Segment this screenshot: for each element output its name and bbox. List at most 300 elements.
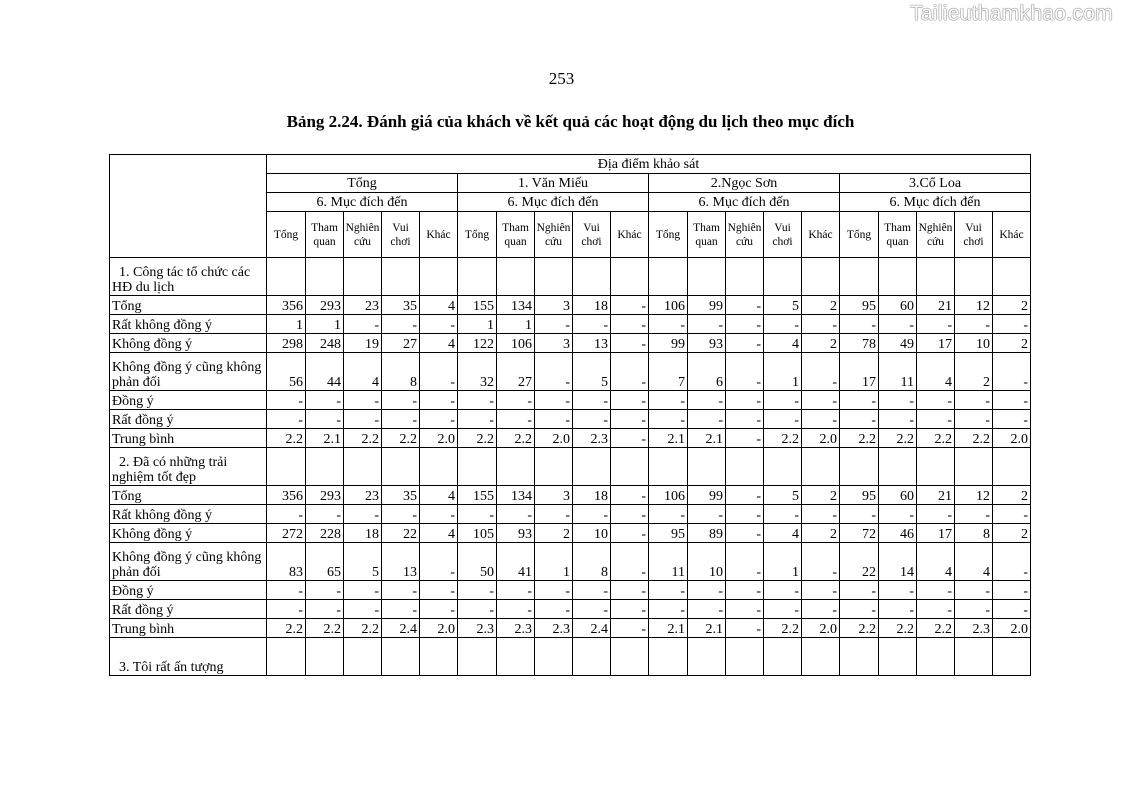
table-cell: 2.2 <box>879 619 917 638</box>
table-cell: - <box>764 505 802 524</box>
table-cell: 106 <box>649 296 688 315</box>
table-cell <box>573 448 611 486</box>
table-cell: 60 <box>879 296 917 315</box>
table-cell: 2.0 <box>802 619 840 638</box>
table-cell: - <box>917 505 955 524</box>
header-location: 3.Cổ Loa <box>840 174 1031 193</box>
table-row <box>110 334 1031 353</box>
table-cell: - <box>344 315 382 334</box>
table-cell: 2.0 <box>420 619 458 638</box>
table-cell: 2.4 <box>382 619 420 638</box>
table-cell: - <box>611 353 649 391</box>
table-cell: 78 <box>840 334 879 353</box>
table-cell: - <box>764 600 802 619</box>
table-cell: 248 <box>306 334 344 353</box>
table-cell: - <box>802 391 840 410</box>
table-cell: 21 <box>917 296 955 315</box>
table-cell <box>382 258 420 296</box>
table-row <box>110 619 1031 638</box>
table-cell <box>649 448 688 486</box>
table-cell: - <box>917 315 955 334</box>
table-cell: - <box>611 505 649 524</box>
table-cell: 2.3 <box>458 619 497 638</box>
table-cell: 2.0 <box>535 429 573 448</box>
table-cell: - <box>955 600 993 619</box>
table-cell: 2.0 <box>993 429 1031 448</box>
table-cell: 2.2 <box>344 619 382 638</box>
table-row <box>110 296 1031 315</box>
table-cell: 1 <box>764 353 802 391</box>
table-cell: 14 <box>879 543 917 581</box>
table-cell: - <box>993 410 1031 429</box>
table-cell: - <box>535 600 573 619</box>
header-location: Tổng <box>267 174 458 193</box>
row-label: Rất không đồng ý <box>110 315 267 334</box>
table-cell: 2 <box>535 524 573 543</box>
table-cell: - <box>344 581 382 600</box>
table-cell <box>611 258 649 296</box>
table-cell: - <box>420 600 458 619</box>
table-cell: - <box>458 581 497 600</box>
table-cell: - <box>879 315 917 334</box>
section-heading: 1. Công tác tổ chức các HĐ du lịch <box>110 258 267 296</box>
table-cell: - <box>955 581 993 600</box>
table-cell: - <box>917 410 955 429</box>
table-cell: - <box>993 581 1031 600</box>
table-cell: 4 <box>420 486 458 505</box>
table-cell: - <box>611 524 649 543</box>
table-cell: - <box>764 581 802 600</box>
table-cell: 21 <box>917 486 955 505</box>
table-cell: - <box>726 296 764 315</box>
table-cell: 2.2 <box>764 619 802 638</box>
row-label: Không đồng ý <box>110 524 267 543</box>
table-cell: 2.2 <box>267 619 306 638</box>
header-location: 2.Ngọc Sơn <box>649 174 840 193</box>
table-cell <box>840 638 879 676</box>
table-cell: 46 <box>879 524 917 543</box>
table-cell: 2 <box>993 524 1031 543</box>
table-cell: - <box>917 581 955 600</box>
table-cell: 2.2 <box>840 429 879 448</box>
table-cell: - <box>458 600 497 619</box>
header-survey-locations: Địa điểm khảo sát <box>267 155 1031 174</box>
section-heading: 3. Tôi rất ấn tượng <box>110 638 267 676</box>
table-cell: 2.4 <box>573 619 611 638</box>
table-cell: - <box>879 505 917 524</box>
table-cell: - <box>344 391 382 410</box>
table-cell: 1 <box>535 543 573 581</box>
table-cell: - <box>688 581 726 600</box>
header-row <box>110 155 1031 174</box>
table-cell: - <box>458 391 497 410</box>
table-cell: - <box>840 600 879 619</box>
table-cell <box>688 638 726 676</box>
table-cell <box>955 638 993 676</box>
table-cell: - <box>382 410 420 429</box>
table-cell: 106 <box>649 486 688 505</box>
page-number: 253 <box>548 69 575 88</box>
table-cell: - <box>802 353 840 391</box>
table-cell: 2.2 <box>458 429 497 448</box>
header-subcolumn: Khác <box>993 212 1031 258</box>
section-heading: 2. Đã có những trải nghiệm tốt đẹp <box>110 448 267 486</box>
table-cell: - <box>955 505 993 524</box>
table-cell: 11 <box>649 543 688 581</box>
table-cell: 22 <box>382 524 420 543</box>
table-cell: 2.2 <box>917 429 955 448</box>
table-row <box>110 543 1031 581</box>
table-row <box>110 524 1031 543</box>
table-cell: 12 <box>955 486 993 505</box>
table-cell: 41 <box>497 543 535 581</box>
table-cell: - <box>993 600 1031 619</box>
survey-table <box>109 154 1031 676</box>
table-cell: 2.2 <box>840 619 879 638</box>
table-cell: 99 <box>688 296 726 315</box>
table-cell <box>267 258 306 296</box>
table-cell: 2.2 <box>917 619 955 638</box>
table-cell: 4 <box>955 543 993 581</box>
table-cell: - <box>726 315 764 334</box>
row-label: Rất đồng ý <box>110 600 267 619</box>
table-cell: 122 <box>458 334 497 353</box>
header-subcolumn: Tham quan <box>879 212 917 258</box>
header-subcolumn: Nghiên cứu <box>535 212 573 258</box>
table-cell: 2 <box>993 334 1031 353</box>
table-cell: 2 <box>802 296 840 315</box>
table-title: Bảng 2.24. Đánh giá của khách về kết quả các hoạt động du lịch theo mục đích <box>286 112 855 131</box>
table-cell: 17 <box>917 524 955 543</box>
header-subcolumn: Tổng <box>458 212 497 258</box>
table-cell: 23 <box>344 486 382 505</box>
table-cell: 50 <box>458 543 497 581</box>
table-cell: - <box>649 505 688 524</box>
table-cell: 17 <box>840 353 879 391</box>
table-cell: - <box>420 391 458 410</box>
table-cell: - <box>726 410 764 429</box>
table-cell: 72 <box>840 524 879 543</box>
table-cell <box>497 258 535 296</box>
table-cell: - <box>267 581 306 600</box>
table-cell <box>344 638 382 676</box>
table-cell <box>535 638 573 676</box>
table-cell: 298 <box>267 334 306 353</box>
table-cell <box>458 448 497 486</box>
table-cell: - <box>917 600 955 619</box>
table-cell: 2.2 <box>497 429 535 448</box>
table-cell <box>497 448 535 486</box>
table-cell: - <box>993 353 1031 391</box>
table-cell <box>420 638 458 676</box>
table-cell <box>802 638 840 676</box>
table-cell: - <box>955 315 993 334</box>
table-cell: - <box>879 410 917 429</box>
table-cell: - <box>611 429 649 448</box>
table-cell: 2.3 <box>497 619 535 638</box>
table-cell: 2 <box>993 296 1031 315</box>
table-cell: - <box>573 581 611 600</box>
table-cell: 49 <box>879 334 917 353</box>
table-cell: - <box>458 505 497 524</box>
table-cell: - <box>726 334 764 353</box>
table-cell: 2 <box>802 486 840 505</box>
table-cell <box>726 638 764 676</box>
table-cell: 2.2 <box>344 429 382 448</box>
table-cell: 4 <box>764 334 802 353</box>
table-cell: 5 <box>764 296 802 315</box>
table-cell: - <box>267 391 306 410</box>
table-cell: 11 <box>879 353 917 391</box>
table-cell: 356 <box>267 296 306 315</box>
table-cell: 155 <box>458 296 497 315</box>
table-cell <box>306 258 344 296</box>
table-cell: 60 <box>879 486 917 505</box>
table-cell <box>840 448 879 486</box>
table-cell: 1 <box>764 543 802 581</box>
table-cell: 27 <box>382 334 420 353</box>
header-subcolumn: Nghiên cứu <box>344 212 382 258</box>
table-cell: - <box>840 391 879 410</box>
table-cell: - <box>573 391 611 410</box>
table-cell: 293 <box>306 486 344 505</box>
table-cell: 2 <box>993 486 1031 505</box>
table-cell: 23 <box>344 296 382 315</box>
table-cell: - <box>382 315 420 334</box>
table-cell <box>764 638 802 676</box>
table-cell: - <box>535 410 573 429</box>
table-row <box>110 486 1031 505</box>
table-cell <box>764 448 802 486</box>
table-cell: - <box>611 410 649 429</box>
table-cell: - <box>802 315 840 334</box>
table-cell: 1 <box>497 315 535 334</box>
table-cell: - <box>497 391 535 410</box>
row-label: Tổng <box>110 296 267 315</box>
table-cell: 134 <box>497 486 535 505</box>
table-cell: 8 <box>955 524 993 543</box>
table-cell: - <box>917 391 955 410</box>
table-cell: 3 <box>535 334 573 353</box>
header-subcolumn: Vui chơi <box>764 212 802 258</box>
table-cell <box>611 448 649 486</box>
table-cell: - <box>306 600 344 619</box>
table-cell <box>306 638 344 676</box>
table-cell: - <box>802 581 840 600</box>
table-cell: - <box>840 410 879 429</box>
table-cell: 65 <box>306 543 344 581</box>
table-cell <box>993 258 1031 296</box>
table-cell <box>764 258 802 296</box>
table-cell: 93 <box>497 524 535 543</box>
table-cell: - <box>726 619 764 638</box>
table-cell <box>840 258 879 296</box>
table-cell: 4 <box>764 524 802 543</box>
table-cell <box>497 638 535 676</box>
table-cell: - <box>955 410 993 429</box>
table-cell: - <box>420 353 458 391</box>
header-subcolumn: Vui chơi <box>955 212 993 258</box>
table-cell <box>802 258 840 296</box>
table-cell: 4 <box>420 334 458 353</box>
header-purpose: 6. Mục đích đến <box>267 193 458 212</box>
table-cell: 2 <box>802 524 840 543</box>
table-cell: 2.2 <box>764 429 802 448</box>
table-cell: 2.2 <box>382 429 420 448</box>
header-subcolumn: Vui chơi <box>573 212 611 258</box>
table-cell: - <box>382 391 420 410</box>
table-cell <box>802 448 840 486</box>
header-subcolumn: Khác <box>802 212 840 258</box>
section-heading-row <box>110 638 1031 676</box>
table-cell: 99 <box>649 334 688 353</box>
table-cell: - <box>764 410 802 429</box>
row-label: Trung bình <box>110 619 267 638</box>
table-cell: - <box>497 581 535 600</box>
table-cell: - <box>726 391 764 410</box>
table-cell: - <box>649 391 688 410</box>
table-cell: - <box>573 600 611 619</box>
table-cell <box>955 258 993 296</box>
table-cell: 293 <box>306 296 344 315</box>
table-cell: 3 <box>535 296 573 315</box>
table-cell <box>993 448 1031 486</box>
table-cell: - <box>726 429 764 448</box>
table-cell: - <box>267 410 306 429</box>
table-row <box>110 315 1031 334</box>
table-cell: 83 <box>267 543 306 581</box>
table-cell: - <box>726 486 764 505</box>
table-cell: 4 <box>917 353 955 391</box>
table-cell: - <box>688 315 726 334</box>
table-cell: - <box>993 505 1031 524</box>
header-subcolumn: Khác <box>611 212 649 258</box>
table-cell: 2.2 <box>306 619 344 638</box>
table-cell: 18 <box>344 524 382 543</box>
row-label: Rất đồng ý <box>110 410 267 429</box>
table-row <box>110 505 1031 524</box>
table-cell: - <box>573 315 611 334</box>
table-cell: 2 <box>955 353 993 391</box>
table-cell: 32 <box>458 353 497 391</box>
table-cell: 18 <box>573 486 611 505</box>
table-cell: - <box>535 505 573 524</box>
table-cell: - <box>802 543 840 581</box>
table-row <box>110 600 1031 619</box>
table-cell <box>688 258 726 296</box>
table-cell: - <box>382 581 420 600</box>
table-cell: 1 <box>458 315 497 334</box>
table-cell <box>344 448 382 486</box>
table-cell: - <box>535 581 573 600</box>
table-cell: 1 <box>267 315 306 334</box>
table-cell: - <box>382 600 420 619</box>
header-location: 1. Văn Miếu <box>458 174 649 193</box>
table-cell: 2.2 <box>879 429 917 448</box>
table-cell: - <box>344 410 382 429</box>
header-subcolumn: Tổng <box>267 212 306 258</box>
table-cell: 95 <box>840 296 879 315</box>
table-cell: 56 <box>267 353 306 391</box>
table-cell: 5 <box>764 486 802 505</box>
table-cell: 2.3 <box>955 619 993 638</box>
table-cell <box>879 638 917 676</box>
header-purpose: 6. Mục đích đến <box>458 193 649 212</box>
table-cell: 2.3 <box>535 619 573 638</box>
header-subcolumn: Khác <box>420 212 458 258</box>
header-subcolumn: Tham quan <box>688 212 726 258</box>
table-cell: 99 <box>688 486 726 505</box>
table-cell: 2.2 <box>955 429 993 448</box>
table-cell: - <box>726 353 764 391</box>
table-cell: 2.2 <box>267 429 306 448</box>
header-subcolumn: Tổng <box>840 212 879 258</box>
table-cell: 2.1 <box>649 429 688 448</box>
table-cell: - <box>306 410 344 429</box>
table-cell <box>344 258 382 296</box>
table-cell: - <box>802 600 840 619</box>
row-label: Không đồng ý <box>110 334 267 353</box>
table-cell: - <box>879 600 917 619</box>
table-cell: 2.0 <box>802 429 840 448</box>
table-cell: 35 <box>382 296 420 315</box>
header-purpose: 6. Mục đích đến <box>840 193 1031 212</box>
table-cell: 95 <box>649 524 688 543</box>
table-cell: 35 <box>382 486 420 505</box>
table-cell <box>420 448 458 486</box>
table-cell: 93 <box>688 334 726 353</box>
table-cell: 44 <box>306 353 344 391</box>
header-subcolumn: Nghiên cứu <box>726 212 764 258</box>
table-cell: - <box>611 543 649 581</box>
table-cell: - <box>344 600 382 619</box>
table-cell: 155 <box>458 486 497 505</box>
table-cell <box>382 638 420 676</box>
table-cell: 4 <box>344 353 382 391</box>
table-cell: 228 <box>306 524 344 543</box>
table-cell: 272 <box>267 524 306 543</box>
table-cell <box>726 258 764 296</box>
table-cell: - <box>420 410 458 429</box>
table-cell: - <box>993 391 1031 410</box>
table-row <box>110 581 1031 600</box>
table-cell: - <box>649 315 688 334</box>
table-cell: - <box>497 505 535 524</box>
table-cell <box>458 638 497 676</box>
header-subcolumn: Vui chơi <box>382 212 420 258</box>
header-subcolumn: Nghiên cứu <box>917 212 955 258</box>
table-cell: 18 <box>573 296 611 315</box>
table-cell: - <box>497 600 535 619</box>
table-cell: - <box>611 334 649 353</box>
table-cell: - <box>955 391 993 410</box>
row-label: Rất không đồng ý <box>110 505 267 524</box>
table-cell: 2.0 <box>420 429 458 448</box>
table-cell: - <box>611 581 649 600</box>
section-heading-row <box>110 448 1031 486</box>
table-cell: - <box>306 581 344 600</box>
header-corner-cell <box>110 155 267 258</box>
table-cell: 2.3 <box>573 429 611 448</box>
row-label: Đồng ý <box>110 391 267 410</box>
table-cell: - <box>764 391 802 410</box>
table-cell: - <box>611 486 649 505</box>
table-cell <box>649 258 688 296</box>
watermark: Tailieuthamkhao.com <box>910 2 1113 25</box>
table-cell: - <box>267 600 306 619</box>
table-cell: - <box>420 315 458 334</box>
table-cell <box>573 638 611 676</box>
